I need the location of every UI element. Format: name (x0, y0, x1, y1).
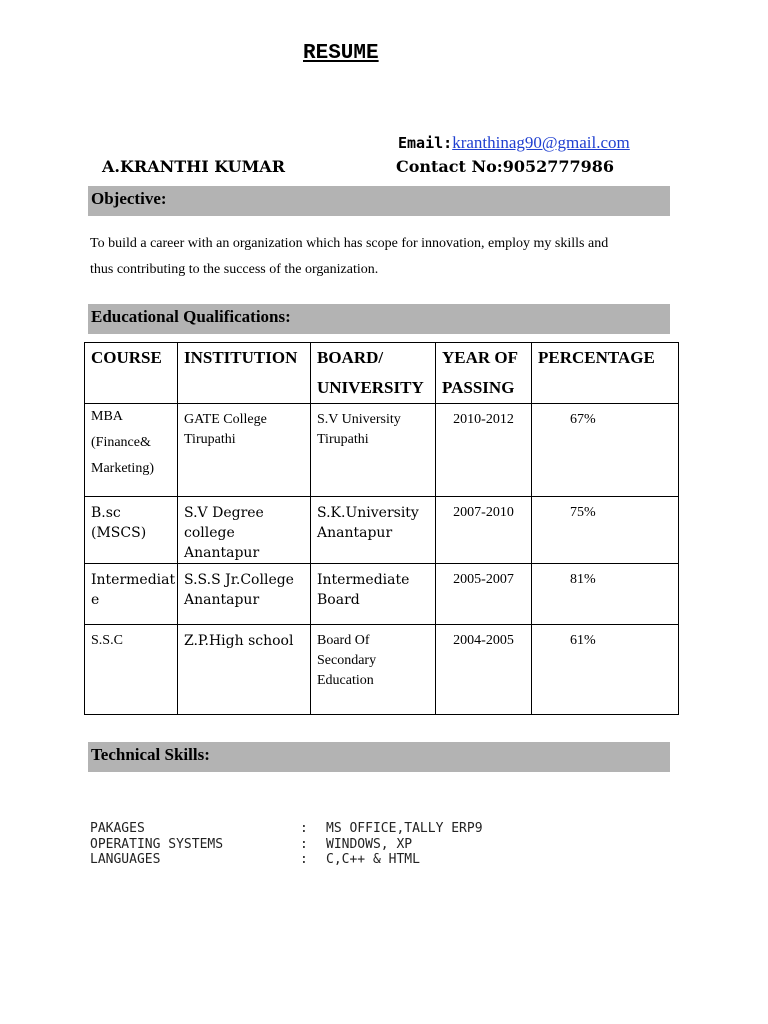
email-link[interactable]: kranthinag90@gmail.com (452, 133, 630, 152)
year-cell: 2004-2005 (436, 625, 532, 715)
list-item (90, 821, 483, 837)
skills-heading: Technical Skills: (88, 742, 670, 772)
skill-separator: : (300, 821, 308, 836)
contact-number: Contact No:9052777986 (396, 157, 615, 176)
email-label: Email: (398, 134, 453, 152)
skill-separator: : (300, 836, 308, 852)
skill-separator: : (300, 852, 308, 867)
email-line (398, 133, 630, 153)
list-item (90, 837, 483, 853)
board-cell: S.V University Tirupathi (311, 404, 436, 497)
course-cell: B.sc (MSCS) (85, 497, 178, 564)
objective-line: To build a career with an organization which has scope for innovation, employ my skills and (90, 236, 609, 251)
year-cell: 2007-2010 (436, 497, 532, 564)
board-cell: S.K.University Anantapur (311, 497, 436, 564)
table-row (85, 625, 679, 715)
table-row (85, 497, 679, 564)
header-institution: INSTITUTION (178, 343, 311, 404)
header-course: COURSE (85, 343, 178, 404)
course-cell: MBA (Finance& Marketing) (85, 404, 178, 497)
year-cell: 2010-2012 (436, 404, 532, 497)
course-cell: Intermediat e (85, 564, 178, 625)
institution-cell: GATE College Tirupathi (178, 404, 311, 497)
table-row (85, 404, 679, 497)
header-board: BOARD/ UNIVERSITY (311, 343, 436, 404)
education-heading: Educational Qualifications: (88, 304, 670, 334)
institution-cell: Z.P.High school (178, 625, 311, 715)
skill-key: OPERATING SYSTEMS (90, 836, 224, 852)
institution-cell: S.V Degree college Anantapur (178, 497, 311, 564)
institution-cell: S.S.S Jr.College Anantapur (178, 564, 311, 625)
percentage-cell: 61% (532, 625, 679, 715)
year-cell: 2005-2007 (436, 564, 532, 625)
percentage-cell: 75% (532, 497, 679, 564)
board-cell: Board Of Secondary Education (311, 625, 436, 715)
candidate-name: A.KRANTHI KUMAR (102, 157, 286, 176)
skill-value: C,C++ & HTML (326, 852, 420, 867)
resume-title: RESUME (303, 42, 379, 65)
education-table (84, 342, 679, 715)
skill-value: WINDOWS, XP (326, 836, 413, 852)
board-cell: Intermediate Board (311, 564, 436, 625)
skill-key: PAKAGES (90, 821, 145, 836)
skill-key: LANGUAGES (90, 852, 161, 867)
table-header-row (85, 343, 679, 404)
list-item (90, 852, 483, 868)
percentage-cell: 67% (532, 404, 679, 497)
percentage-cell: 81% (532, 564, 679, 625)
table-row (85, 564, 679, 625)
skills-list (90, 821, 483, 868)
skill-value: MS OFFICE,TALLY ERP9 (326, 821, 483, 836)
header-year: YEAR OF PASSING (436, 343, 532, 404)
objective-line: thus contributing to the success of the organization. (90, 262, 379, 277)
objective-heading: Objective: (88, 186, 670, 216)
objective-text (90, 231, 680, 283)
header-percentage: PERCENTAGE (532, 343, 679, 404)
course-cell: S.S.C (85, 625, 178, 715)
